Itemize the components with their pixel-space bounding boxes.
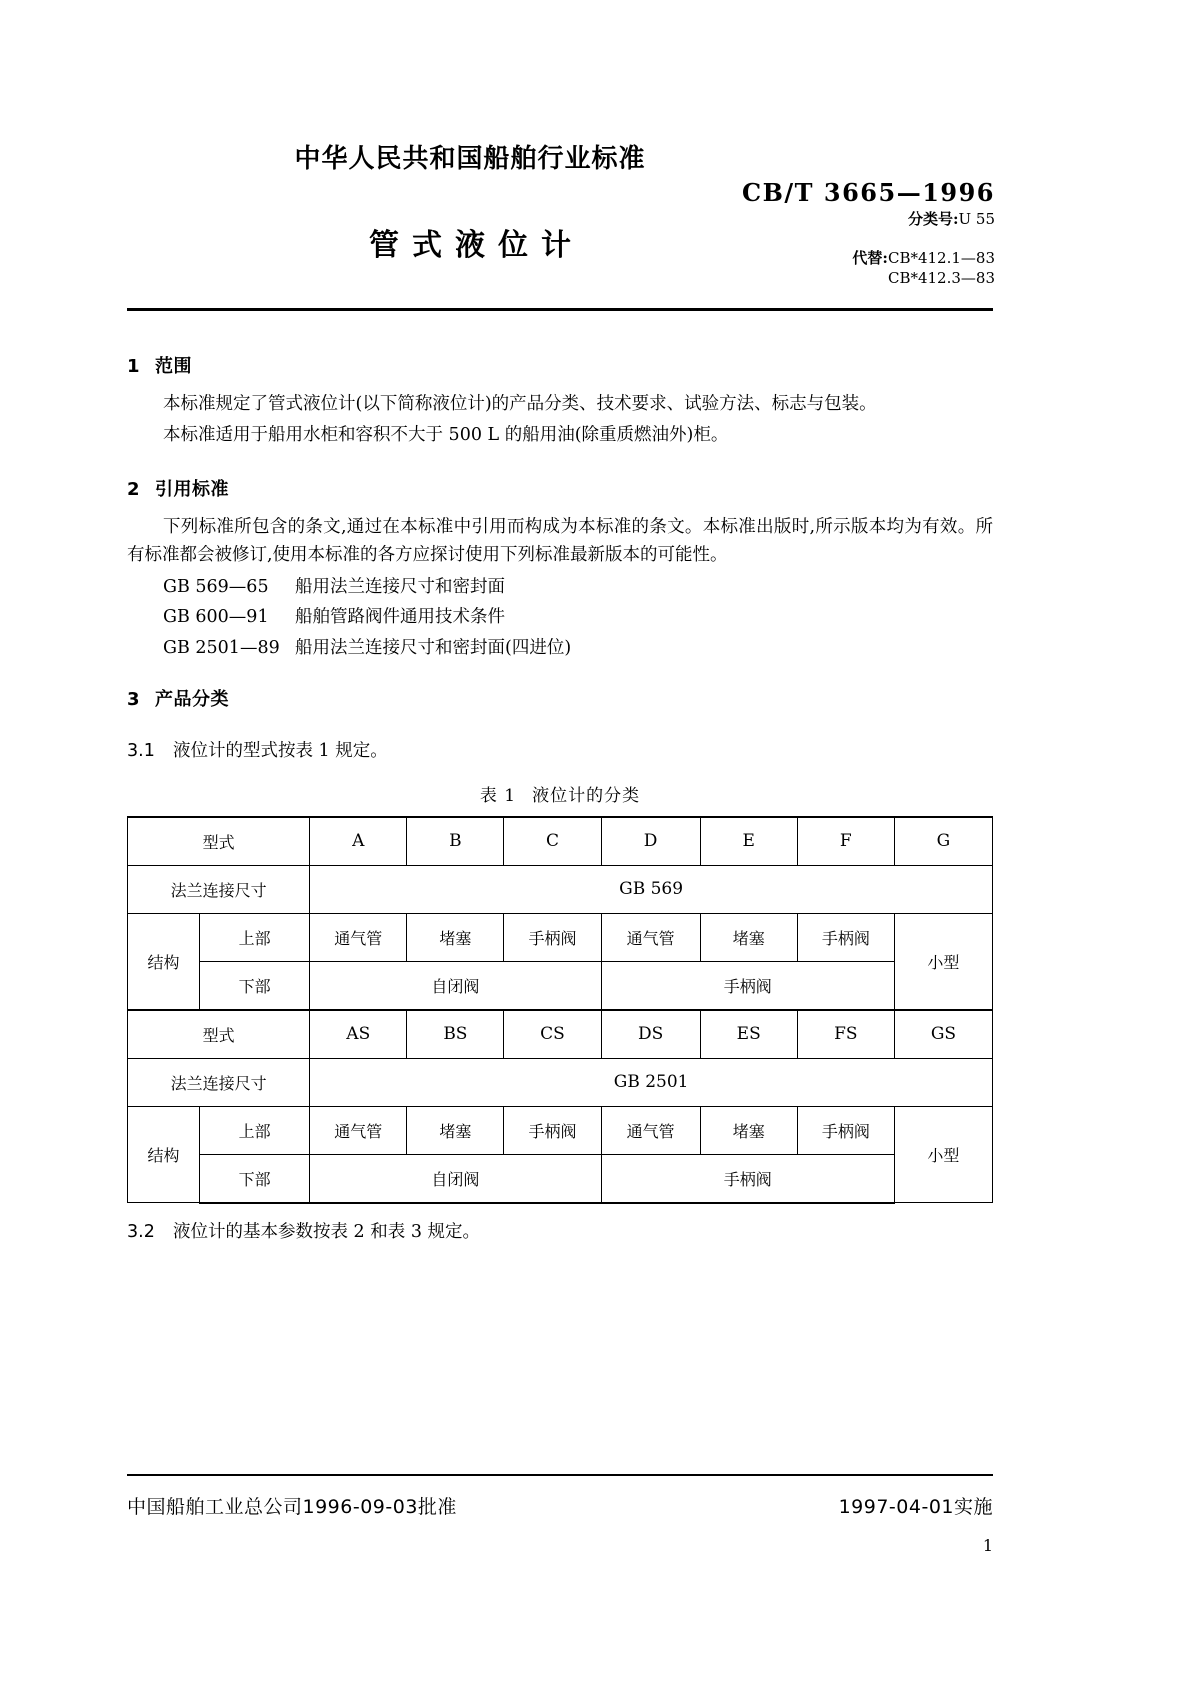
replaces-line-2 xyxy=(852,268,995,288)
clause-3-2 xyxy=(127,1218,993,1246)
section-1-paragraph-1: 本标准规定了管式液位计(以下简称液位计)的产品分类、技术要求、试验方法、标志与包装。 xyxy=(163,394,877,414)
table-row xyxy=(128,961,993,1010)
type-cell: BS xyxy=(407,1010,504,1059)
table-row xyxy=(128,913,993,961)
section-1-title: 范围 xyxy=(155,356,192,377)
type-cell: ES xyxy=(700,1010,797,1059)
type-cell: DS xyxy=(601,1010,700,1059)
clause-3-1 xyxy=(127,737,993,765)
table-row xyxy=(128,1106,993,1154)
upper-part-cell: 堵塞 xyxy=(700,1106,797,1154)
row-label-structure: 结构 xyxy=(128,1106,200,1203)
replaces-line-1 xyxy=(852,248,995,268)
section-2-paragraph-1: 下列标准所包含的条文,通过在本标准中引用而构成为本标准的条文。本标准出版时,所示版本均为有效。所有标准都会被修订,使用本标准的各方应探讨使用下列标准最新版本的可能性。 xyxy=(127,516,993,566)
type-cell: F xyxy=(797,817,894,866)
row-label-lower-part: 下部 xyxy=(200,1154,310,1203)
flange-standard-value: GB 569 xyxy=(310,865,993,913)
replaces-code-2: CB*412.3—83 xyxy=(887,269,995,288)
type-cell: A xyxy=(310,817,407,866)
reference-code: GB 2501—89 xyxy=(163,637,280,658)
clause-3-2-text: 液位计的基本参数按表 2 和表 3 规定。 xyxy=(173,1221,481,1242)
effective-date-statement: 1997-04-01实施 xyxy=(838,1496,993,1518)
section-3-number: 3 xyxy=(127,688,141,710)
reference-code: GB 569—65 xyxy=(163,577,269,598)
lower-part-cell: 手柄阀 xyxy=(601,961,894,1010)
reference-standard-item xyxy=(163,572,993,602)
approval-statement: 中国船舶工业总公司1996-09-03批准 xyxy=(127,1496,457,1518)
type-cell: FS xyxy=(797,1010,894,1059)
reference-name: 船舶管路阀件通用技术条件 xyxy=(295,607,505,628)
row-label-structure: 结构 xyxy=(128,913,200,1010)
table-1-title: 液位计的分类 xyxy=(532,785,641,806)
row-label-type: 型式 xyxy=(128,1010,310,1059)
type-cell: C xyxy=(504,817,601,866)
upper-part-cell: 通气管 xyxy=(601,913,700,961)
section-1-number: 1 xyxy=(127,356,141,377)
table-row xyxy=(128,817,993,866)
lower-part-cell: 自闭阀 xyxy=(310,961,601,1010)
table-row xyxy=(128,865,993,913)
classification-label: 分类号: xyxy=(907,210,959,228)
section-3-title: 产品分类 xyxy=(155,688,229,710)
page-number: 1 xyxy=(982,1536,993,1555)
classification-value: U 55 xyxy=(958,210,995,228)
type-cell: G xyxy=(894,817,992,866)
type-cell: D xyxy=(601,817,700,866)
table-row xyxy=(128,1010,993,1059)
upper-part-cell: 堵塞 xyxy=(407,1106,504,1154)
replaces-code-1: CB*412.1—83 xyxy=(887,249,995,267)
row-label-type: 型式 xyxy=(128,817,310,866)
row-label-upper-part: 上部 xyxy=(200,913,310,961)
upper-part-cell: 手柄阀 xyxy=(504,913,601,961)
upper-part-cell: 手柄阀 xyxy=(797,913,894,961)
section-heading-3 xyxy=(127,685,993,711)
upper-part-cell: 通气管 xyxy=(310,1106,407,1154)
upper-part-cell: 通气管 xyxy=(601,1106,700,1154)
lower-part-cell: 自闭阀 xyxy=(310,1154,601,1203)
classification-number xyxy=(908,208,995,229)
footer-divider-rule xyxy=(127,1474,993,1476)
type-cell: AS xyxy=(310,1010,407,1059)
header-divider-rule xyxy=(127,308,993,311)
type-cell: E xyxy=(700,817,797,866)
reference-name: 船用法兰连接尺寸和密封面(四进位) xyxy=(295,637,572,658)
clause-3-1-text: 液位计的型式按表 1 规定。 xyxy=(173,740,388,761)
reference-code: GB 600—91 xyxy=(163,607,269,628)
clause-3-1-number: 3.1 xyxy=(127,740,155,761)
replaces-block xyxy=(852,248,995,289)
type-cell: CS xyxy=(504,1010,601,1059)
upper-part-cell: 手柄阀 xyxy=(504,1106,601,1154)
upper-part-cell: 堵塞 xyxy=(407,913,504,961)
small-type-cell: 小型 xyxy=(894,1106,992,1203)
reference-standard-item xyxy=(163,633,993,663)
upper-part-cell: 堵塞 xyxy=(700,913,797,961)
standard-number: CB/T 3665—1996 xyxy=(742,178,995,207)
table-1-label: 表 1 xyxy=(479,785,517,806)
table-row xyxy=(128,1154,993,1203)
section-heading-2 xyxy=(127,475,993,501)
type-cell: B xyxy=(407,817,504,866)
row-label-flange: 法兰连接尺寸 xyxy=(128,865,310,913)
clause-3-2-number: 3.2 xyxy=(127,1221,155,1242)
document-body xyxy=(127,352,993,1250)
section-heading-1 xyxy=(127,352,993,378)
reference-standard-item xyxy=(163,602,993,632)
small-type-cell: 小型 xyxy=(894,913,992,1010)
table-row xyxy=(128,1058,993,1106)
section-1-paragraph-2: 本标准适用于船用水柜和容积不大于 500 L 的船用油(除重质燃油外)柜。 xyxy=(163,425,729,446)
reference-name: 船用法兰连接尺寸和密封面 xyxy=(295,577,505,598)
document-title: 管式液位计 xyxy=(369,228,584,263)
table-1-liquid-level-gauge-classification xyxy=(127,816,993,1204)
lower-part-cell: 手柄阀 xyxy=(601,1154,894,1203)
upper-part-cell: 通气管 xyxy=(310,913,407,961)
table-1-caption xyxy=(127,781,993,806)
document-header xyxy=(0,138,1191,288)
upper-part-cell: 手柄阀 xyxy=(797,1106,894,1154)
row-label-lower-part: 下部 xyxy=(200,961,310,1010)
type-cell: GS xyxy=(894,1010,992,1059)
section-2-number: 2 xyxy=(127,478,141,500)
flange-standard-value: GB 2501 xyxy=(310,1058,993,1106)
replaces-label: 代替: xyxy=(852,249,888,267)
section-2-title: 引用标准 xyxy=(155,478,229,500)
row-label-upper-part: 上部 xyxy=(200,1106,310,1154)
issuing-organization-title: 中华人民共和国船舶行业标准 xyxy=(294,144,646,174)
row-label-flange: 法兰连接尺寸 xyxy=(128,1058,310,1106)
